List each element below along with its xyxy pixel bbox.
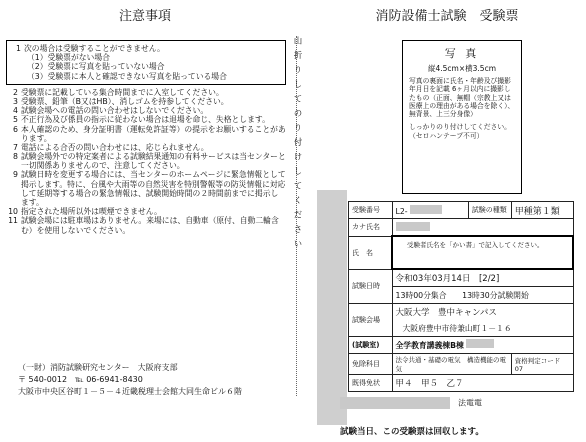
photo-instructions: 写真の裏面に氏名・年齢及び撮影年月日を記載 6ヶ月以内に撮影したもの（正面、無帽（宗教上又は医療上の理由がある場合を除く）、無背景、上三分身像） [409, 77, 515, 119]
notes-subitem: （2）受験票に写真を貼っていない場合 [27, 62, 165, 72]
kana-value [392, 219, 573, 237]
notes-item-num: 8 [13, 152, 18, 162]
notes-item-num: 4 [13, 106, 18, 116]
notes-item-text: 本人確認のため、身分証明書（運転免許証等）の提示をお願いすることがあります。 [21, 124, 286, 143]
notes-subitem: （3）受験票に本人と確認できない写真を貼っている場合 [27, 71, 227, 81]
notes-item [6, 106, 286, 115]
notes-item [6, 170, 286, 207]
notes-item [6, 97, 286, 106]
notes-item-text: 受験票、鉛筆（B又はHB）、消しゴムを持参してください。 [21, 96, 229, 106]
photo-box [402, 40, 522, 194]
notes-item-num: 10 [8, 207, 18, 217]
notes-item-text: 試験会場には駐車場はありません。来場には、自動車（原付、自動二輪含む）を使用しないでください。 [21, 216, 279, 235]
notes-item [6, 207, 286, 216]
notes-item-text: 受験票に記載している集合時間までに入室してください。 [21, 87, 224, 97]
venue-value: 大阪大学 豊中キャンパス [392, 304, 573, 321]
notes-item-num: 2 [13, 87, 18, 97]
notes-item-text: 指定された場所以外は喫煙できません。 [21, 207, 162, 217]
footer-notice: 試験当日、この受験票は回収します。 [340, 427, 484, 437]
issuer-postal: 〒 540-0012 ℡ 06-6941-8430 [18, 375, 143, 384]
venue-address: 大阪府豊中市待兼山町１－１６ [392, 320, 573, 337]
notes-item-num: 6 [13, 124, 18, 134]
ticket-table [348, 201, 574, 392]
notes-item [6, 216, 286, 234]
notes-item [6, 143, 286, 152]
kana-label: カナ氏名 [349, 219, 393, 237]
notes-item [6, 125, 286, 143]
venue-label: 試験会場 [349, 304, 393, 337]
notes-item-num: 11 [8, 216, 18, 226]
exempt-value: 法令共通・基礎の電気 構造機能の電気 [392, 354, 511, 375]
date-value: 令和03年03月14日 [2/2] [392, 269, 573, 287]
kind-value: 甲種第１類 [511, 202, 573, 219]
notes-item [9, 44, 281, 53]
notes-item [6, 152, 286, 170]
name-field: 受験者氏名を「かい書」で記入してください。 [392, 236, 573, 269]
notes-subitem: （1）受験票がない場合 [27, 53, 110, 63]
time-value: 13時00分集合 13時30分試験開始 [392, 287, 573, 304]
issuer-address: 大阪市中央区谷町１－５－４近畿税理士会館大同生命ビル６階 [18, 387, 242, 396]
ticket-title: 消防設備士試験 受験票 [375, 9, 519, 24]
room-label: (試験室) [349, 337, 393, 354]
photo-glue-note: しっかりのり付けしてください。（セロハンテープ不可） [409, 123, 511, 140]
notes-item-num: 9 [13, 170, 18, 180]
exam-no-label: 受験番号 [349, 202, 393, 219]
notes-item-num: 1 [16, 44, 21, 53]
notes-item-text: 不正行為及び係員の指示に従わない場合は退場を命じ、失格とします。 [21, 115, 270, 125]
notes-item-text: 試験会場外での特定案者による試験結果通知の有料サービスは当センターと一切関係ありませんので、注意してください。 [21, 152, 286, 171]
notes-item-text: 試験会場への電話の問い合わせはしないでください。 [21, 106, 209, 116]
exam-no-value: L2- [392, 202, 468, 219]
date-label: 試験日時 [349, 269, 393, 304]
redacted-area [317, 190, 347, 425]
notes-item-num: 5 [13, 115, 18, 125]
exempt-label: 免除科目 [349, 354, 393, 375]
kind-label: 試験の種類 [468, 202, 511, 219]
name-label: 氏 名 [349, 236, 393, 269]
notes-item-text: 次の場合は受験することができません。 [24, 44, 165, 53]
fold-instruction: 山折りしてのり付けしてください [292, 36, 302, 254]
issuer-name: （一財）消防試験研究センター 大阪府支部 [18, 363, 178, 372]
notes-list [6, 40, 286, 235]
notes-item-num: 7 [13, 142, 18, 152]
notes-item-text: 電話による合否の問い合わせには、応じられません。 [21, 142, 209, 152]
notes-title: 注意事項 [118, 9, 171, 24]
notes-box [6, 40, 286, 85]
photo-heading: 写 真 [444, 47, 480, 60]
held-value: 甲４ 甲５ 乙７ [392, 375, 573, 392]
notes-item [6, 115, 286, 124]
cert-value: 資格判定コード 07 [511, 354, 573, 375]
notes-items [6, 88, 286, 235]
room-value: 全学教育講義棟B棟 [392, 337, 573, 354]
notes-item-num: 3 [13, 96, 18, 106]
notes-item [6, 88, 286, 97]
photo-size: 縦4.5cm×横3.5cm [428, 64, 496, 73]
ticket-footer [340, 397, 586, 437]
footer-line1: 法電電 [340, 397, 586, 409]
issuer-block [18, 362, 242, 398]
held-label: 既得免状 [349, 375, 393, 392]
notes-item-text: 試験日時を変更する場合には、当センターのホームページに緊急情報として掲示します。特に、台風や大雨等の自然災害を特別警報等の防災情報に対応して延期等する場合の緊急情報は、試験開始時間の２時間前までに掲示します。 [21, 170, 286, 207]
